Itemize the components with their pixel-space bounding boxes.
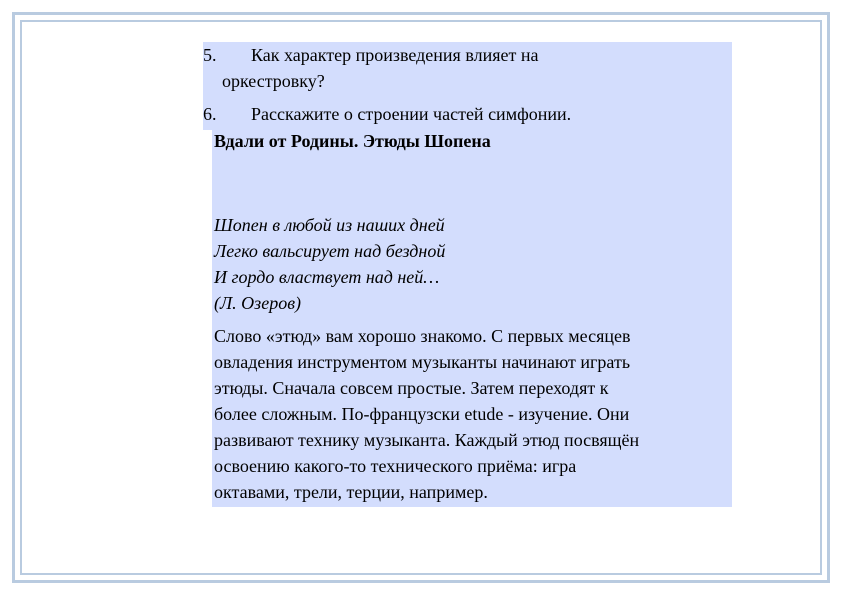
question-5-continuation: оркестровку? xyxy=(222,71,325,91)
question-number: 6. xyxy=(203,104,217,124)
question-number: 5. xyxy=(203,45,217,65)
paragraph-line: октавами, трели, терции, например. xyxy=(214,482,488,502)
poem-author: (Л. Озеров) xyxy=(214,293,302,313)
poem-line: Легко вальсирует над бездной xyxy=(214,241,446,261)
epigraph-poem xyxy=(214,212,445,316)
paragraph-line: освоению какого-то технического приёма: игра xyxy=(214,456,577,476)
paragraph-line: Слово «этюд» вам хорошо знакомо. С первых месяцев xyxy=(214,326,631,346)
section-title: Вдали от Родины. Этюды Шопена xyxy=(214,131,491,151)
paragraph-line: овладения инструментом музыканты начинают играть xyxy=(214,352,631,372)
poem-line: И гордо властвует над ней… xyxy=(214,267,440,287)
body-paragraph xyxy=(214,323,730,505)
paragraph-line: развивают технику музыканта. Каждый этюд посвящён xyxy=(214,430,640,450)
question-text: Расскажите о строении частей симфонии. xyxy=(251,104,572,124)
question-text: Как характер произведения влияет на xyxy=(251,45,539,65)
poem-line: Шопен в любой из наших дней xyxy=(214,215,445,235)
paragraph-line: более сложным. По-французски etude - изучение. Они xyxy=(214,404,630,424)
paragraph-line: этюды. Сначала совсем простые. Затем переходят к xyxy=(214,378,609,398)
